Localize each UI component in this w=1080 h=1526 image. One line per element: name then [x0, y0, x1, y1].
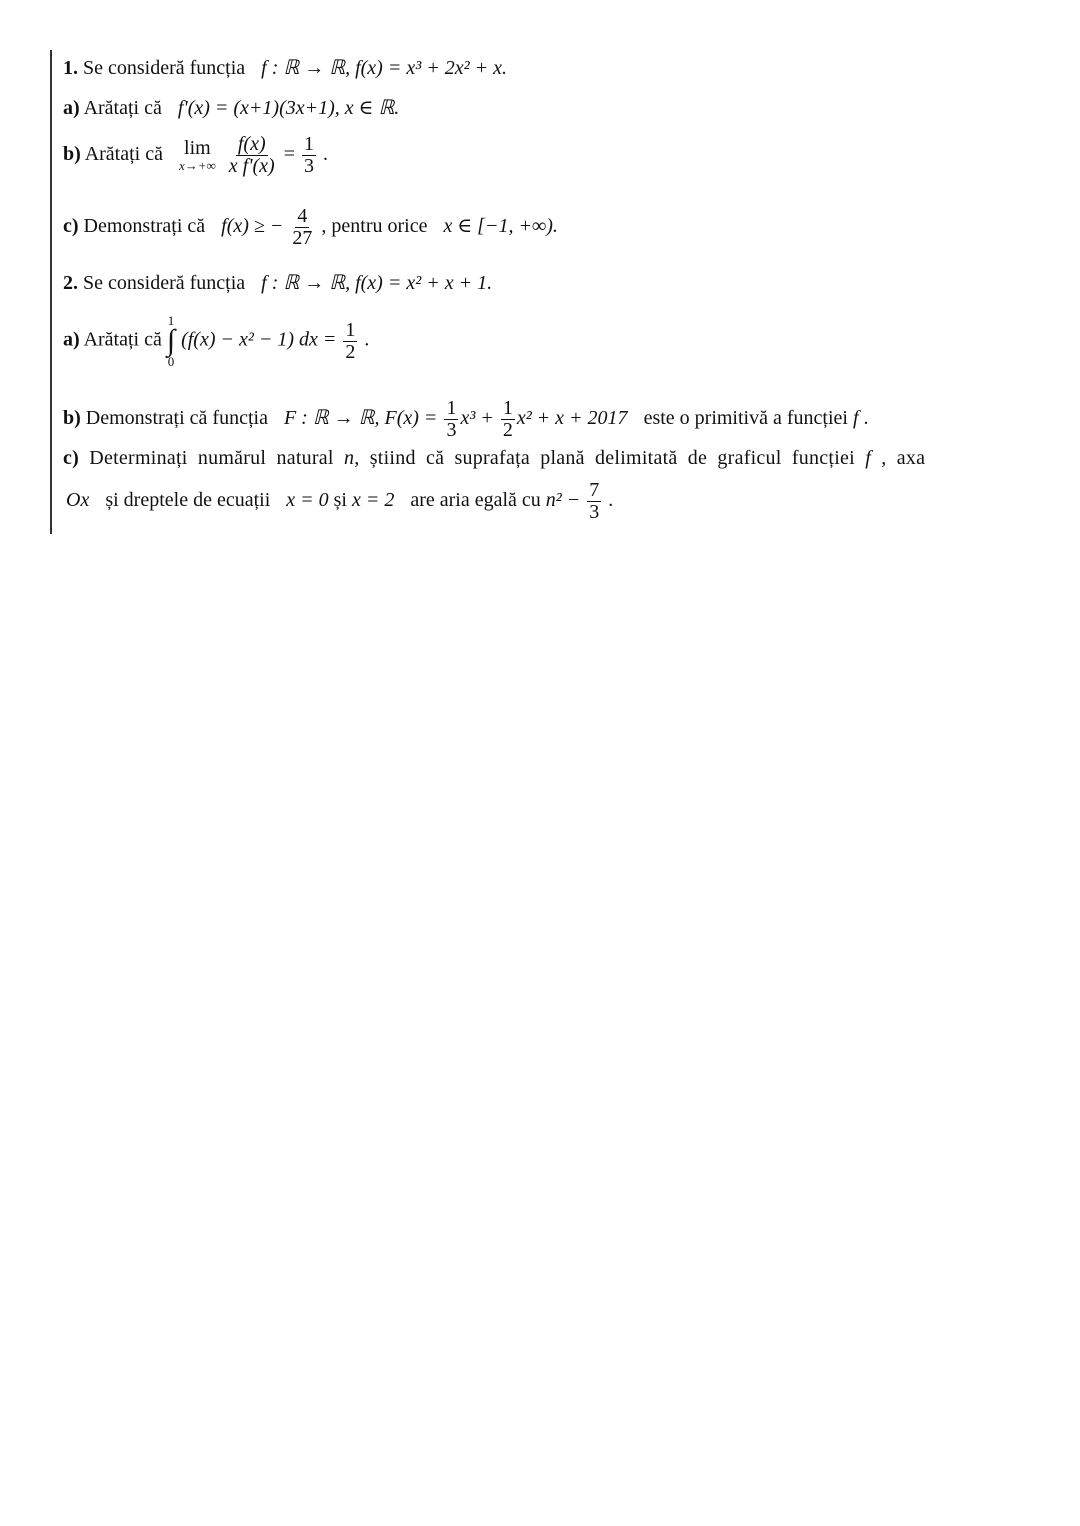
part-label: a) [63, 328, 80, 351]
part-verb: Demonstrați că [83, 215, 206, 238]
interval: x ∈ [−1, +∞). [443, 215, 558, 238]
result-fraction: $\frac{1}{3}$ [304, 133, 314, 177]
left-margin-rule [50, 50, 52, 534]
part-verb: Demonstrați că funcția [85, 407, 268, 430]
part-label: a) [63, 97, 80, 119]
part-label: c) [63, 447, 80, 469]
problem-2a: a) Arătați că 1 ∫ 0 (f(x) − x² − 1) dx = $\frac{1}{2}$ . [63, 313, 370, 369]
problem-1c: c) Demonstrați că f(x) ≥ − $\frac{4}{27}$ , pentru orice x ∈ [−1, +∞). [63, 205, 558, 249]
part-verb: Arătați că [83, 328, 162, 351]
problem-2-statement [63, 271, 492, 295]
part-label: b) [63, 143, 81, 166]
problem-number: 2. [63, 272, 78, 294]
result-fraction: $\frac{1}{2}$ [345, 318, 356, 363]
limit-operator: lim x→+∞ [178, 137, 216, 174]
function-definition: f(x) = x³ + 2x² + x. [355, 57, 507, 79]
part-label: b) [63, 407, 81, 430]
integrand: (f(x) − x² − 1) dx = [181, 328, 337, 351]
F-domain: F : ℝ → ℝ, [283, 407, 380, 430]
bound-fraction: $\frac{4}{27}$ [292, 205, 313, 249]
part-label: c) [63, 215, 79, 238]
tail-text: este o primitivă a funcției [643, 407, 848, 430]
area-fraction: $\frac{7}{3}$ [589, 479, 600, 523]
statement-text: Se consideră funcția [83, 272, 246, 294]
problem-2c-line-2: Ox și dreptele de ecuații x = 0 și x = 2 are aria egală cu n² − $\frac{7}{3}$ . [66, 479, 614, 523]
problem-1a [63, 96, 399, 120]
part-verb: Arătați că [83, 97, 162, 119]
math-expression: f'(x) = (x+1)(3x+1), x ∈ ℝ. [177, 97, 400, 119]
inequality-lhs: f(x) ≥ − [221, 215, 284, 238]
F-lhs: F(x) = [384, 407, 438, 430]
function-definition: f(x) = x² + x + 1. [355, 272, 493, 294]
function-domain: f : ℝ → ℝ, [261, 57, 351, 79]
problem-2b: b) Demonstrați că funcția F : ℝ → ℝ, F(x) = $\frac{1}{3}$ x³ + $\frac{1}{2}$ x² + x + 2017 este o primitivă a funcției f . [63, 397, 869, 441]
part-verb: Arătați că [84, 143, 163, 166]
function-domain: f : ℝ → ℝ, [261, 272, 351, 294]
coef-fraction-2: $\frac{1}{2}$ [502, 397, 513, 441]
problem-1-statement [63, 56, 507, 80]
problem-2c-line-1: c) Determinați numărul natural n, știind că suprafața plană delimitată de graficul funcției f , axa [63, 447, 926, 469]
integral-sign: 1 ∫ 0 [166, 313, 176, 369]
coef-fraction-1: $\frac{1}{3}$ [446, 397, 457, 441]
limit-fraction: $\frac{f(x)}{\text{x f'(x)}}$ [228, 133, 275, 177]
problem-1b: b) Arătați că lim x→+∞ $\frac{f(x)}{\text{x f'(x)}}$ = $\frac{1}{3}$ . [63, 133, 328, 177]
statement-text: Se consideră funcția [83, 57, 246, 79]
problem-number: 1. [63, 57, 78, 79]
